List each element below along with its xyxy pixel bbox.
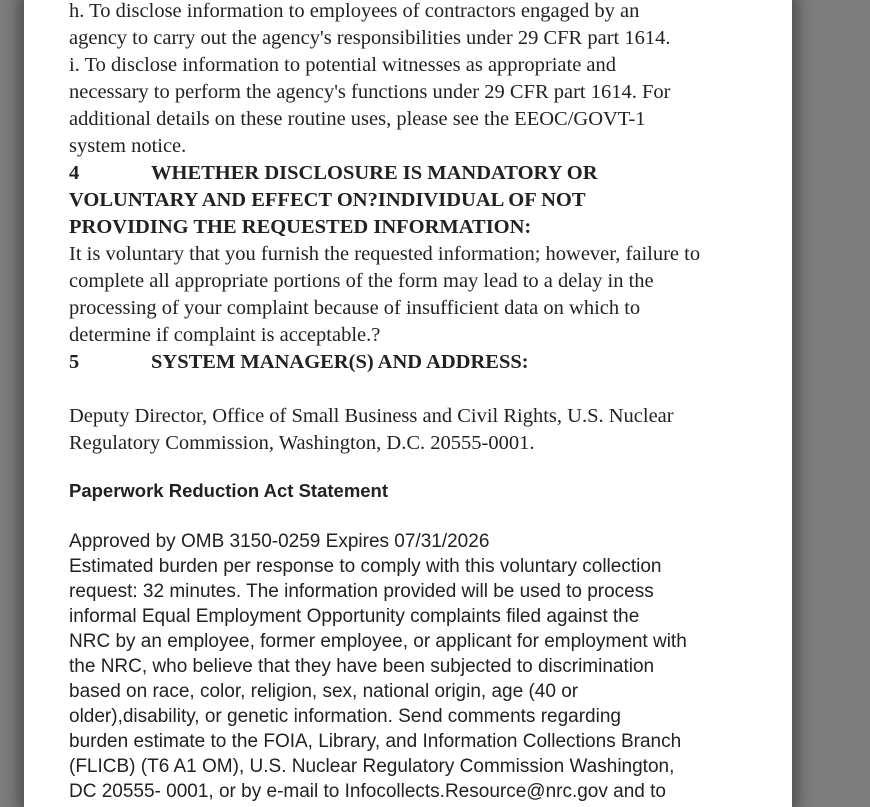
section-5-body-line: Regulatory Commission, Washington, D.C. 20555-0001. <box>69 432 535 454</box>
heading-line: SYSTEM MANAGER(S) AND ADDRESS: <box>151 351 529 373</box>
section-4-body-line: determine if complaint is acceptable.? <box>69 324 381 346</box>
paperwork-body-line: request: 32 minutes. The information provided will be used to process <box>69 581 654 602</box>
section-5-body-line: Deputy Director, Office of Small Business and Civil Rights, U.S. Nuclear <box>69 405 674 427</box>
omb-approval: Approved by OMB 3150-0259 Expires 07/31/2026 <box>69 531 490 552</box>
section-number: 4 <box>69 162 80 184</box>
routine-use-line: i. To disclose information to potential witnesses as appropriate and <box>69 54 617 76</box>
routine-use-line: agency to carry out the agency's responsibilities under 29 CFR part 1614. <box>69 27 671 49</box>
section-4-heading <box>69 160 598 187</box>
section-4-body-line: It is voluntary that you furnish the requested information; however, failure to <box>69 243 701 265</box>
paperwork-body-line: (FLICB) (T6 A1 OM), U.S. Nuclear Regulatory Commission Washington, <box>69 756 675 777</box>
section-5-heading <box>69 349 529 376</box>
heading-line: PROVIDING THE REQUESTED INFORMATION: <box>69 216 532 238</box>
routine-use-line: system notice. <box>69 135 187 157</box>
section-4-body-line: processing of your complaint because of insufficient data on which to <box>69 297 641 319</box>
heading-line: VOLUNTARY AND EFFECT ON?INDIVIDUAL OF NOT <box>69 189 586 211</box>
paperwork-body-line: NRC by an employee, former employee, or applicant for employment with <box>69 631 687 652</box>
paperwork-body-line: informal Equal Employment Opportunity complaints filed against the <box>69 606 640 627</box>
paperwork-body-line: DC 20555- 0001, or by e-mail to Infocollects.Resource@nrc.gov and to <box>69 781 666 802</box>
paperwork-body-line: older),disability, or genetic information. Send comments regarding <box>69 706 621 727</box>
document-page <box>24 0 792 807</box>
routine-use-line: additional details on these routine uses, please see the EEOC/GOVT-1 <box>69 108 646 130</box>
paperwork-body-line: Estimated burden per response to comply with this voluntary collection <box>69 556 662 577</box>
section-4-body-line: complete all appropriate portions of the form may lead to a delay in the <box>69 270 654 292</box>
routine-use-line: necessary to perform the agency's functions under 29 CFR part 1614. For <box>69 81 671 103</box>
heading-line: WHETHER DISCLOSURE IS MANDATORY OR <box>151 162 598 184</box>
routine-use-line: h. To disclose information to employees of contractors engaged by an <box>69 0 640 22</box>
paperwork-heading: Paperwork Reduction Act Statement <box>69 480 389 501</box>
paperwork-body-line: the NRC, who believe that they have been subjected to discrimination <box>69 656 655 677</box>
section-number: 5 <box>69 351 80 373</box>
paperwork-body-line: burden estimate to the FOIA, Library, and Information Collections Branch <box>69 731 682 752</box>
paperwork-body-line: based on race, color, religion, sex, national origin, age (40 or <box>69 681 579 702</box>
